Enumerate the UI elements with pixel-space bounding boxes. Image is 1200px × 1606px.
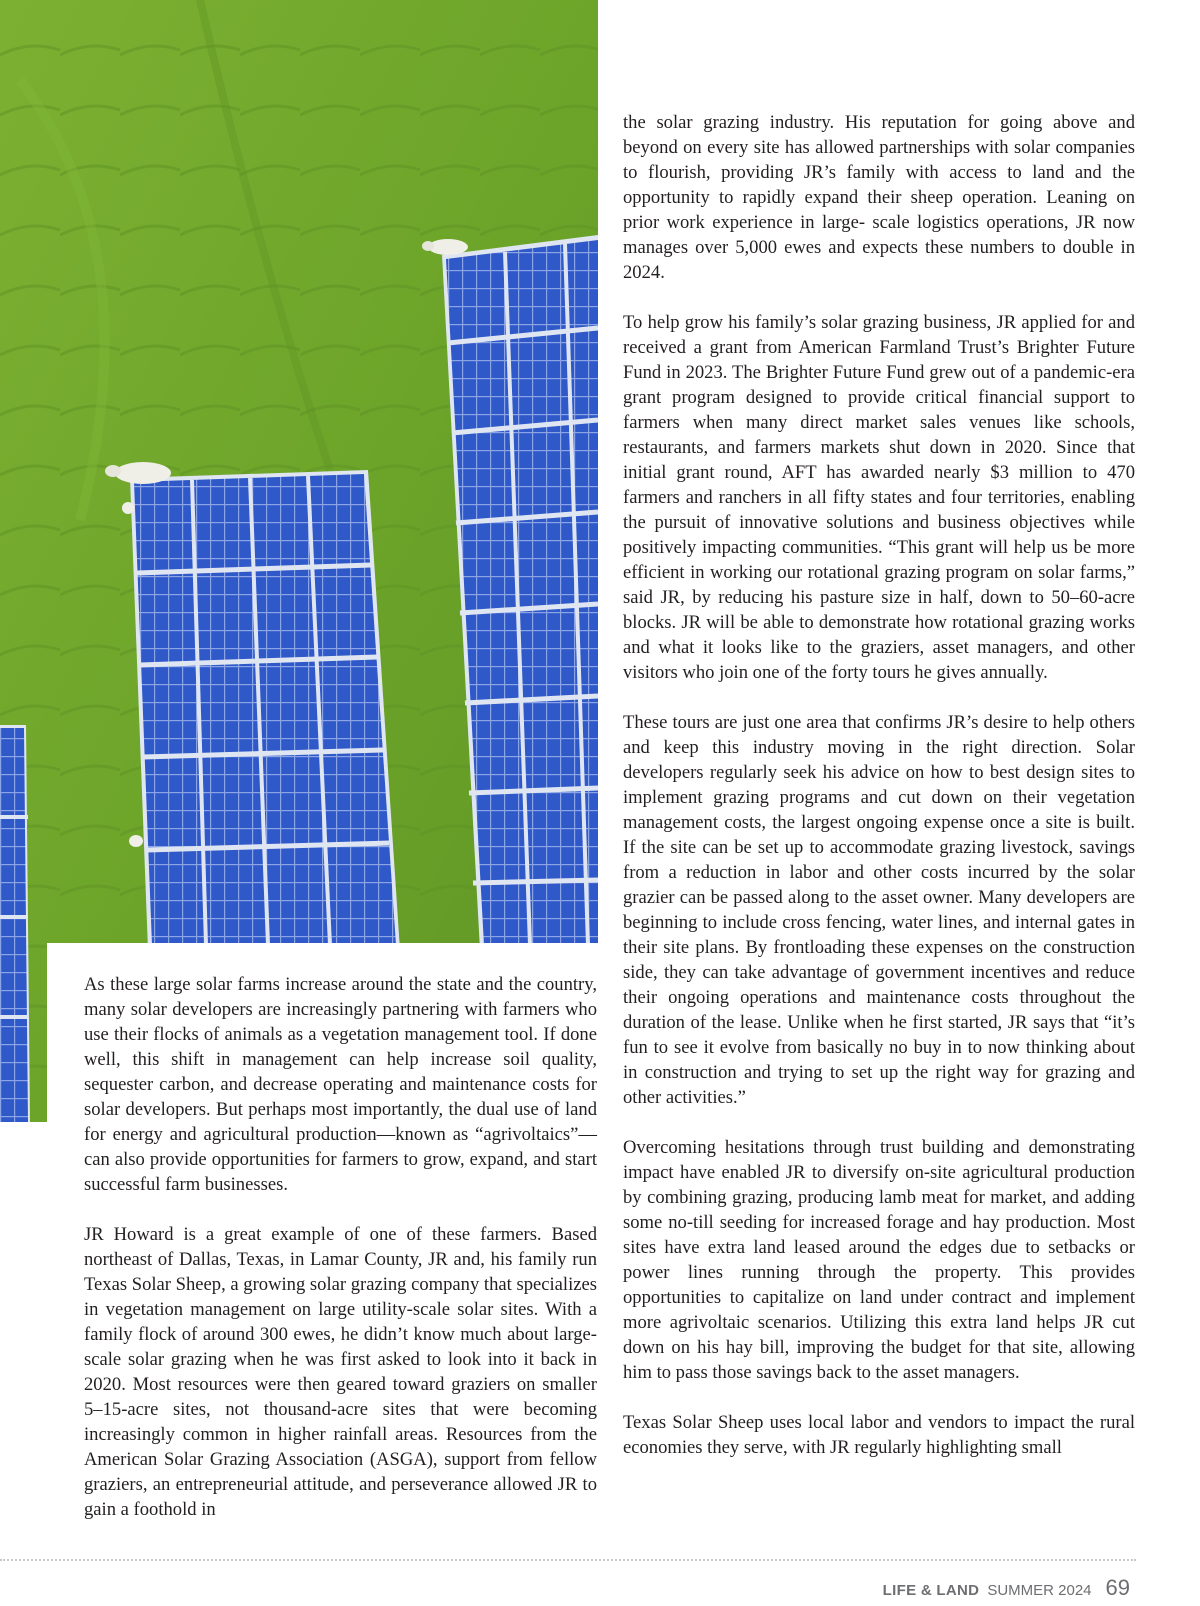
- footer-divider: [0, 1559, 1136, 1561]
- solar-array-center: [130, 470, 400, 950]
- paragraph: As these large solar farms increase around the state and the country, many solar developers are increasingly partnering with farmers who use their flocks of animals as a vegetation management tool. If done well, this shift in management can help increase soil quality, sequester carbon, and decrease operating and maintenance costs for solar developers. But perhaps most importantly, the dual use of land for energy and agricultural production—known as “agrivoltaics”—can also provide opportunities for farmers to grow, expand, and start successful farm businesses.: [84, 974, 597, 1195]
- paragraph: Overcoming hesitations through trust building and demonstrating impact have enabled JR to diversify on-site agricultural production by combining grazing, producing lamb meat for market, and adding some no-till seeding for increased forage and hay production. Most sites have extra land leased around the edges due to setbacks or power lines running through the property. This provides opportunities to capitalize on land under contract and implement more agrivoltaic scenarios. Utilizing this extra land helps JR cut down on his hay bill, improving the budget for that site, allowing him to pass those savings back to the asset managers.: [623, 1137, 1135, 1383]
- solar-farm-photo: [0, 0, 598, 1122]
- article-right-column: [623, 110, 1135, 1485]
- issue-date: SUMMER 2024: [987, 1582, 1092, 1599]
- paragraph: These tours are just one area that confirms JR’s desire to help others and keep this industry moving in the right direction. Solar developers regularly seek his advice on how to best design sites to implement grazing programs and cut down on their vegetation management costs, the largest ongoing expense once a site is built. If the site can be set up to accommodate grazing livestock, savings from a reduction in labor and other costs incurred by the solar grazier can be passed along to the asset owner. Many developers are beginning to include cross fencing, water lines, and internal gates in their site plans. By frontloading these expenses on the construction side, they can take advantage of government incentives and reduce their ongoing operations and maintenance costs throughout the duration of the lease. Unlike when he first started, JR says that “it’s fun to see it evolve from basically no buy in to now thinking about in construction and trying to set up the right way for grazing and other activities.”: [623, 712, 1135, 1108]
- paragraph: Texas Solar Sheep uses local labor and vendors to impact the rural economies they serve, with JR regularly highlighting small: [623, 1412, 1135, 1458]
- magazine-name: LIFE & LAND: [882, 1582, 980, 1599]
- paragraph: JR Howard is a great example of one of these farmers. Based northeast of Dallas, Texas, in Lamar County, JR and, his family run Texas Solar Sheep, a growing solar grazing company that specializes in vegetation management on large utility-scale solar sites. With a family flock of around 300 ewes, he didn’t know much about large-scale solar grazing when he was first asked to look into it back in 2020. Most resources were then geared toward graziers on smaller 5–15-acre sites, not thousand-acre sites that were becoming increasingly common in higher rainfall areas. Resources from the American Solar Grazing Association (ASGA), support from fellow graziers, an entrepreneurial attitude, and perseverance allowed JR to gain a foothold in: [84, 1224, 597, 1520]
- page-footer: [883, 1575, 1130, 1601]
- paragraph: To help grow his family’s solar grazing business, JR applied for and received a grant from American Farmland Trust’s Brighter Future Fund in 2023. The Brighter Future Fund grew out of a pandemic-era grant program designed to provide critical financial support to farmers when many direct market sales venues like schools, restaurants, and farmers markets shut down in 2020. Since that initial grant round, AFT has awarded nearly $3 million to 470 farmers and ranchers in all fifty states and four territories, enabling the pursuit of innovative solutions and business objectives while positively impacting communities. “This grant will help us be more efficient in working our rotational grazing program on solar farms,” said JR, by reducing his pasture size in half, down to 50–60-acre blocks. JR will be able to demonstrate how rotational grazing works and what it looks like to the graziers, asset managers, and other visitors who join one of the forty tours he gives annually.: [623, 312, 1135, 683]
- page-number: 69: [1105, 1575, 1130, 1600]
- solar-array-left-edge: [0, 725, 30, 1122]
- paragraph: the solar grazing industry. His reputation for going above and beyond on every site has allowed partnerships with solar companies to flourish, providing JR’s family with access to land and the opportunity to rapidly expand their sheep operation. Leaning on prior work experience in large- scale logistics operations, JR now manages over 5,000 ewes and expects these numbers to double in 2024.: [623, 112, 1135, 283]
- article-left-column: [84, 972, 597, 1547]
